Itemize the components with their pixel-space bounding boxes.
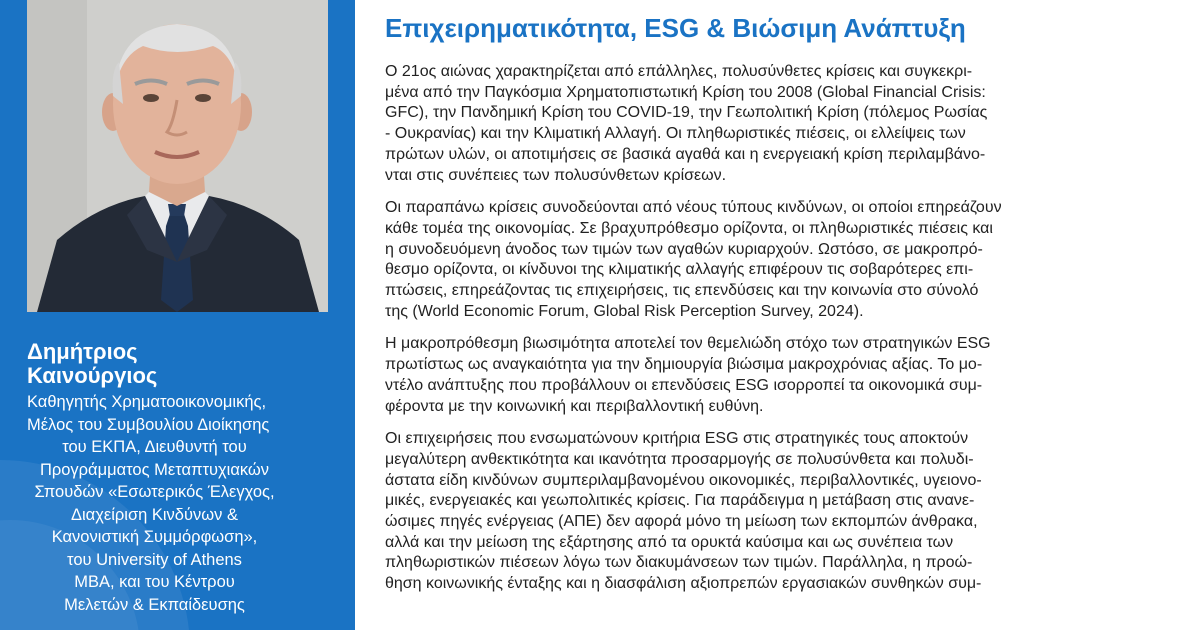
text-line: θεσμο ορίζοντα, οι κίνδυνοι της κλιματικής αλλαγής επιφέρουν τις σοβαρότερες επι- [385, 261, 974, 279]
bio-line: Προγράμματος Μεταπτυχιακών [39, 460, 270, 479]
bio-line: Διαχείριση Κινδύνων & [70, 505, 238, 524]
article-body [385, 12, 1145, 607]
text-line: νται στις συνέπειες των πολυσύνθετων κρίσεων. [385, 166, 727, 184]
text-line: Η μακροπρόθεσμη βιωσιμότητα αποτελεί τον θεμελιώδη στόχο των στρατηγικών ESG [385, 335, 991, 353]
text-line: Ο 21ος αιώνας χαρακτηρίζεται από επάλληλες, πολυσύνθετες κρίσεις και συγκεκρι- [385, 63, 973, 80]
text-line: πληθωριστικών πιέσεων λόγω των διακυμάνσεων των τιμών. Παράλληλα, η προώ- [385, 554, 973, 572]
text-line: κάθε τομέα της οικονομίας. Σε βραχυπρόθεσμο ορίζοντα, οι πληθωριστικές πιέσεις και [385, 219, 993, 237]
text-line: θηση κοινωνικής ένταξης και η διασφάλιση αξιοπρεπών εργασιακών συνθηκών συμ- [385, 575, 982, 593]
author-info [27, 340, 337, 616]
text-line: της (World Economic Forum, Global Risk Perception Survey, 2024). [385, 302, 864, 320]
article-title: Επιχειρηματικότητα, ESG & Βιώσιμη Ανάπτυξη [385, 13, 966, 43]
author-last-name: Καινούργιος [27, 363, 158, 388]
text-line: η συνοδευόμενη άνοδος των τιμών των αγαθών κυριαρχούν. Ωστόσο, σε μακροπρό- [385, 240, 983, 258]
author-first-name: Δημήτριος [27, 339, 138, 364]
bio-line: του University of Athens [67, 550, 242, 569]
text-line: μεγαλύτερη ανθεκτικότητα και ικανότητα προσαρμογής σε πολυσύνθετα και πολυδι- [385, 450, 974, 468]
author-name [27, 340, 337, 388]
text-line: μικές, ενεργειακές και γεωπολιτικές κρίσεις. Για παράδειγμα η μετάβαση στις ανανε- [385, 492, 975, 510]
text-line: GFC), την Πανδημική Κρίση του COVID-19, την Γεωπολιτική Κρίση (πόλεμος Ρωσίας [385, 104, 988, 122]
author-bio [27, 391, 337, 616]
text-line: Οι παραπάνω κρίσεις συνοδεύονται από νέους τύπους κινδύνων, οι οποίοι επηρεάζουν [385, 199, 1002, 217]
paragraph-4 [385, 429, 1145, 595]
text-line: ώσιμες πηγές ενέργειας (ΑΠΕ) δεν αφορά μόνο τη μείωση των εκπομπών άνθρακα, [385, 513, 978, 531]
bio-line: Σπουδών «Εσωτερικός Έλεγχος, [34, 483, 275, 501]
bio-line: Κανονιστική Συμμόρφωση», [51, 528, 258, 546]
paragraph-2 [385, 198, 1145, 322]
paragraph-1 [385, 62, 1145, 186]
paragraph-3 [385, 334, 1145, 417]
text-line: φέροντα με την κοινωνική και περιβαλλοντική ευθύνη. [385, 397, 764, 415]
text-line: μένα από την Παγκόσμια Χρηματοπιστωτική Κρίση του 2008 (Global Financial Crisis: [385, 83, 986, 101]
text-line: - Ουκρανίας) και την Κλιματική Αλλαγή. Οι πληθωριστικές πιέσεις, οι ελλείψεις των [385, 125, 966, 143]
bio-line: του ΕΚΠΑ, Διευθυντή του [62, 438, 247, 456]
text-line: πρώτων υλών, οι αποτιμήσεις σε βασικά αγαθά και η ενεργειακή κρίση περιλαμβάνο- [385, 145, 986, 163]
text-line: αλλά και την μείωση της εξάρτησης από τα ορυκτά καύσιμα και ως συνέπεια των [385, 533, 954, 551]
author-photo [27, 0, 328, 312]
author-sidebar [0, 0, 355, 630]
bio-line: Μελετών & Εκπαίδευσης [64, 595, 245, 614]
bio-line: Καθηγητής Χρηματοοικονομικής, [27, 393, 267, 411]
text-line: Οι επιχειρήσεις που ενσωματώνουν κριτήρια ESG στις στρατηγικές τους αποκτούν [385, 430, 969, 448]
text-line: πρωτίστως ως αναγκαιότητα για την δημιουργία βιώσιμα μακροχρόνιας αξίας. Το μο- [385, 356, 983, 374]
bio-line: Μέλος του Συμβουλίου Διοίκησης [27, 415, 270, 434]
text-line: ντέλο ανάπτυξης που προβάλλουν οι επενδύσεις ESG ισορροπεί τα οικονομικά συμ- [385, 376, 983, 394]
text-line: πτώσεις, επηρεάζοντας τις επιχειρήσεις, τις επενδύσεις και την κοινωνία στο σύνολό [385, 282, 979, 300]
text-line: άστατα είδη κινδύνων συμπεριλαμβανομένου οικονομικές, περιβαλλοντικές, υγειονο- [385, 471, 982, 489]
bio-line: MBA, και του Κέντρου [74, 573, 235, 591]
